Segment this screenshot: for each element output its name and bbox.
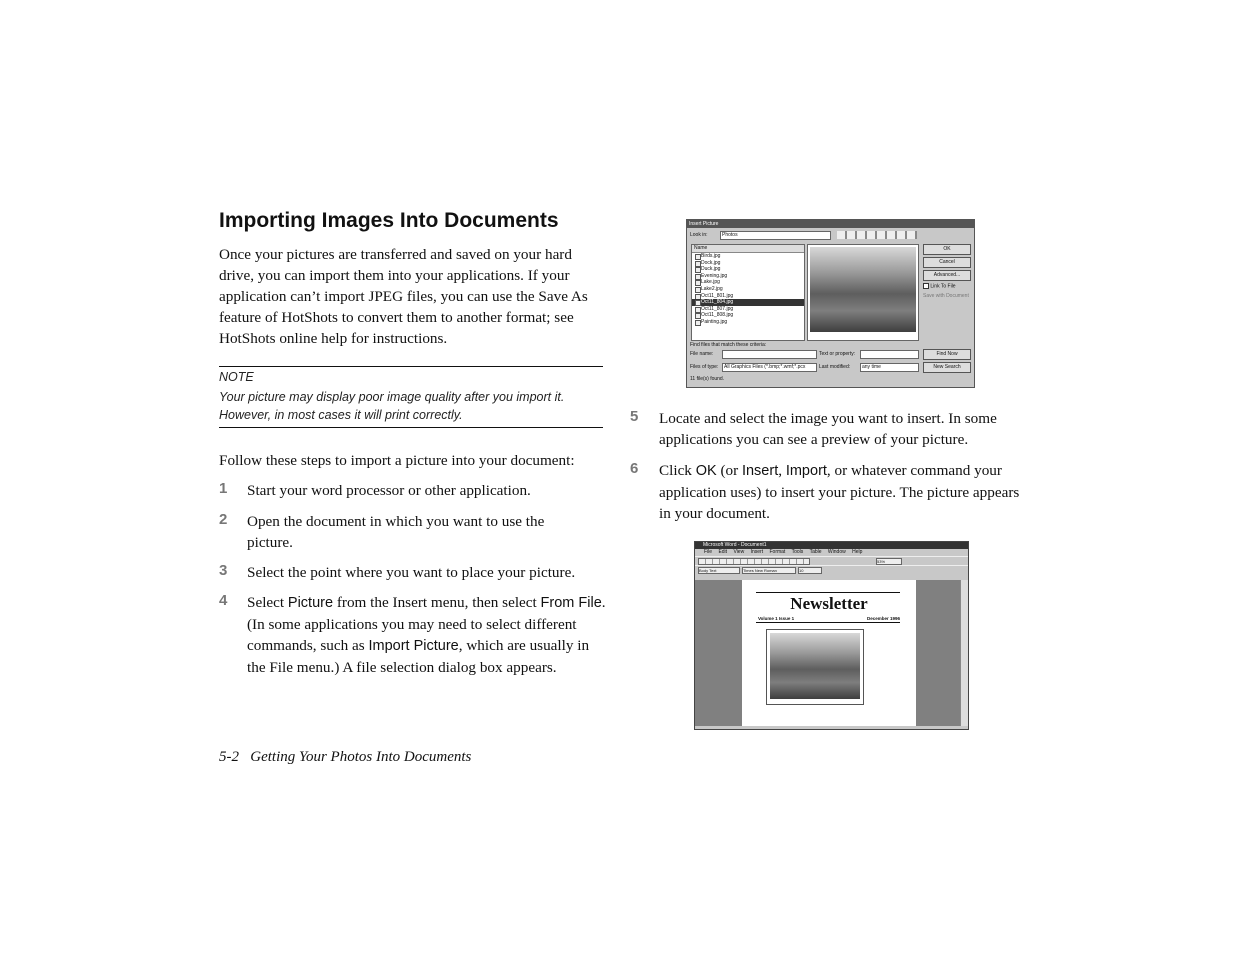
command-name: From File	[540, 595, 602, 611]
step-number: 4	[219, 592, 228, 609]
note-top-rule	[219, 366, 603, 367]
text-property-label: Text or property:	[819, 351, 856, 357]
list-item-selected[interactable]: Oct11_804.jpg	[692, 299, 804, 306]
dialog-toolbar	[837, 231, 917, 239]
step-text: Locate and select the image you want to insert. In some applications you can see a preview of your picture.	[659, 410, 997, 448]
step-number: 3	[219, 562, 228, 579]
list-item[interactable]: Lake.jpg	[692, 279, 804, 286]
list-item[interactable]: Lake2.jpg	[692, 286, 804, 293]
step-number: 2	[219, 511, 228, 528]
zoom-select[interactable]: 53%	[876, 558, 902, 565]
command-name: OK	[695, 463, 717, 479]
intro-paragraph: Once your pictures are transferred and saved on your hard drive, you can import them into your applications. If your application can’t import JPEG files, you can use the Save As feature of HotShots to convert them to another format; see HotShots online help for instructions.	[219, 246, 588, 347]
page-margin-right	[916, 580, 960, 726]
page-number: 5-2	[219, 749, 239, 765]
find-now-button[interactable]: Find Now	[923, 349, 971, 360]
inserted-photo	[770, 633, 860, 699]
volume-text: Volume 1 Issue 1	[758, 616, 795, 621]
command-name: Insert	[741, 463, 779, 479]
list-item[interactable]: Oct11_807.jpg	[692, 306, 804, 313]
document-page[interactable]	[742, 580, 916, 726]
formatting-toolbar[interactable]	[695, 565, 968, 574]
dialog-title: Insert Picture	[687, 220, 974, 228]
cancel-button[interactable]: Cancel	[923, 257, 971, 268]
step-text: Select Picture from the Insert menu, then select From File. (In some applications you may need to select different commands, such as Import Picture, which are usually in the File menu.) A file selection dialog box appears.	[247, 594, 606, 676]
step-number: 5	[630, 408, 639, 425]
style-select[interactable]: Body Text	[698, 567, 740, 574]
inserted-picture-frame[interactable]	[766, 629, 864, 705]
files-of-type-label: Files of type:	[690, 364, 719, 370]
steps-intro: Follow these steps to import a picture into your document:	[219, 452, 575, 469]
last-modified-select[interactable]: any time	[860, 363, 919, 372]
last-modified-label: Last modified:	[819, 364, 851, 370]
status-text: 11 file(s) found.	[690, 376, 725, 382]
files-of-type-select[interactable]: All Graphics Files (*.bmp;*.wmf;*.pcx	[722, 363, 817, 372]
list-header: Name	[692, 245, 804, 253]
header-rule	[756, 622, 900, 623]
font-select[interactable]: Times New Roman	[742, 567, 796, 574]
step-text: Select the point where you want to place your picture.	[247, 564, 576, 581]
date-text: December 1996	[866, 616, 900, 621]
save-with-document-checkbox[interactable]: Save with Document	[923, 293, 969, 299]
step-text: Start your word processor or other application.	[247, 482, 531, 499]
step-text: Open the document in which you want to use the picture.	[247, 513, 545, 551]
note-label: NOTE	[219, 370, 254, 384]
page-heading: Importing Images Into Documents	[219, 209, 559, 232]
toolbar-buttons[interactable]	[698, 558, 810, 565]
text-property-input[interactable]	[860, 350, 919, 359]
step-number: 6	[630, 460, 639, 477]
list-item[interactable]: Duck.jpg	[692, 266, 804, 273]
preview-pane	[807, 244, 919, 341]
step-number: 1	[219, 480, 228, 497]
page-footer	[219, 749, 471, 766]
file-name-input[interactable]	[722, 350, 817, 359]
look-in-select[interactable]: Photos	[720, 231, 831, 240]
page-margin-left	[695, 580, 742, 726]
list-item[interactable]: Birds.jpg	[692, 253, 804, 260]
command-name: Import Picture	[368, 638, 459, 654]
font-size-select[interactable]: 10	[798, 567, 822, 574]
note-bottom-rule	[219, 427, 603, 428]
list-item[interactable]: Oct11_801.jpg	[692, 293, 804, 300]
list-item[interactable]: Oct11_808.jpg	[692, 312, 804, 319]
word-window	[694, 541, 969, 730]
file-list[interactable]	[691, 244, 805, 341]
insert-picture-dialog	[686, 219, 975, 388]
list-item[interactable]: Painting.jpg	[692, 319, 804, 326]
command-name: Picture	[287, 595, 334, 611]
list-item[interactable]: Evening.jpg	[692, 273, 804, 280]
ok-button[interactable]: OK	[923, 244, 971, 255]
command-name: Import	[785, 463, 827, 479]
link-to-file-checkbox[interactable]: Link To File	[923, 283, 956, 289]
chapter-title: Getting Your Photos Into Documents	[250, 749, 472, 765]
vertical-scrollbar[interactable]	[960, 580, 968, 726]
title-rule	[756, 592, 900, 593]
window-title: Microsoft Word - Document1	[695, 542, 968, 549]
newsletter-title: Newsletter	[790, 594, 868, 613]
step-text: Click OK (or Insert, Import, or whatever command your application uses) to insert your picture. The picture appears in your document.	[659, 462, 1020, 522]
file-name-label: File name:	[690, 351, 714, 357]
list-item[interactable]: Dock.jpg	[692, 260, 804, 267]
new-search-button[interactable]: New Search	[923, 362, 971, 373]
standard-toolbar[interactable]	[695, 556, 968, 565]
note-text: Your picture may display poor image quality after you import it. However, in most cases it will print correctly.	[219, 390, 565, 422]
look-in-label: Look in:	[690, 232, 708, 238]
advanced-button[interactable]: Advanced...	[923, 270, 971, 281]
criteria-label: Find files that match these criteria:	[690, 342, 767, 348]
preview-photo	[810, 247, 916, 332]
menu-bar[interactable]: File Edit View Insert Format Tools Table Window Help	[704, 549, 863, 555]
